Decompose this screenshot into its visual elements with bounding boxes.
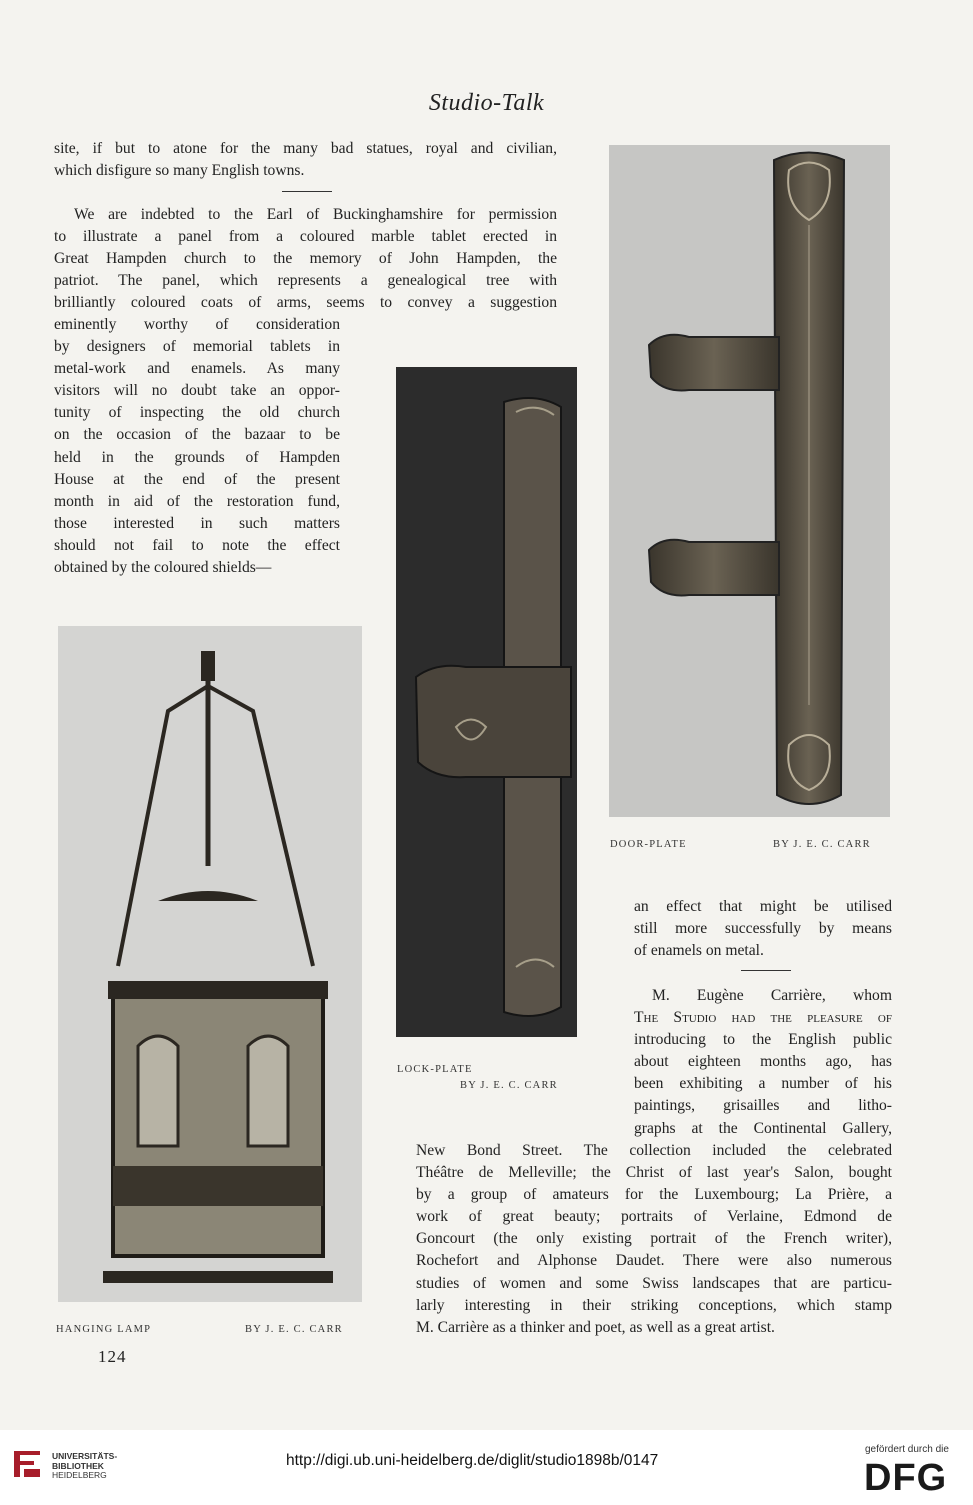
library-logo-icon <box>10 1447 46 1483</box>
text-line: site, if but to atone for the many bad statues, royal and civilian, <box>54 140 557 157</box>
text-line: Rochefort and Alphonse Daudet. There were also numerous <box>416 1252 892 1270</box>
text-line: patriot. The panel, which represents a genealogical tree with <box>54 272 557 290</box>
paragraph-4-continued <box>416 1140 892 1339</box>
text-line: month in aid of the restoration fund, <box>54 492 340 510</box>
text-line: to illustrate a panel from a coloured marble tablet erected in <box>54 228 557 246</box>
text-line: M. Eugène Carrière, whom <box>652 987 892 1004</box>
text-line: New Bond Street. The collection included the celebrated <box>416 1142 892 1159</box>
text-line: of enamels on metal. <box>634 942 764 960</box>
door-plate-credit: BY J. E. C. CARR <box>773 839 871 850</box>
paragraph-2-continued <box>54 314 340 579</box>
library-name-line: UNIVERSITÄTS- <box>52 1451 118 1461</box>
text-line: by a group of amateurs for the Luxembourg; La Prière, a <box>416 1186 892 1204</box>
door-plate-illustration <box>609 145 890 817</box>
text-line: metal-work and enamels. As many <box>54 360 340 378</box>
funding-note: gefördert durch die <box>865 1444 949 1455</box>
text-line: House at the end of the present <box>54 470 340 488</box>
text-line: those interested in such matters <box>54 514 340 532</box>
text-line: which disfigure so many English towns. <box>54 162 305 180</box>
text-line: work of great beauty; portraits of Verlaine, Edmond de <box>416 1208 892 1226</box>
lock-plate-credit: BY J. E. C. CARR <box>460 1080 558 1091</box>
text-line: about eighteen months ago, has <box>634 1053 892 1071</box>
text-line: Great Hampden church to the memory of John Hampden, the <box>54 250 557 268</box>
library-name <box>52 1452 117 1481</box>
lock-plate-illustration <box>396 367 577 1037</box>
text-line: visitors will no doubt take an oppor- <box>54 382 340 400</box>
paragraph-3 <box>634 896 892 962</box>
section-divider <box>741 970 791 971</box>
lock-plate-photo <box>396 367 577 1037</box>
text-line: larly interesting in their striking conceptions, which stamp <box>416 1296 892 1314</box>
hanging-lamp-illustration <box>58 626 362 1302</box>
door-plate-caption: DOOR-PLATE <box>610 839 687 850</box>
library-name-line: BIBLIOTHEK <box>52 1460 104 1471</box>
text-line: graphs at the Continental Gallery, <box>634 1119 892 1137</box>
text-line: Goncourt (the only existing portrait of the French writer), <box>416 1230 892 1248</box>
text-line: The Studio had the pleasure of <box>634 1009 892 1027</box>
text-line: by designers of memorial tablets in <box>54 338 340 356</box>
text-line: been exhibiting a number of his <box>634 1075 892 1093</box>
running-header: Studio-Talk <box>428 90 545 116</box>
paragraph-1 <box>54 138 557 182</box>
text-line: on the occasion of the bazaar to be <box>54 426 340 444</box>
text-line: M. Carrière as a thinker and poet, as well as a great artist. <box>416 1318 775 1336</box>
text-line: paintings, grisailles and litho- <box>634 1097 892 1115</box>
lock-plate-caption: LOCK-PLATE <box>397 1064 473 1075</box>
hanging-lamp-credit: BY J. E. C. CARR <box>245 1324 343 1335</box>
text-line: obtained by the coloured shields— <box>54 559 272 577</box>
door-plate-photo <box>609 145 890 817</box>
page-number: 124 <box>98 1347 127 1366</box>
text-line: studies of women and some Swiss landscapes that are particu- <box>416 1274 892 1292</box>
hanging-lamp-photo <box>58 626 362 1302</box>
text-line: We are indebted to the Earl of Buckinghamshire for permission <box>74 206 557 223</box>
text-line: eminently worthy of consideration <box>54 316 340 333</box>
paragraph-2 <box>54 204 557 314</box>
text-line: Théâtre de Melleville; the Christ of last year's Salon, bought <box>416 1164 892 1182</box>
section-divider <box>282 191 332 192</box>
text-line: an effect that might be utilised <box>634 898 892 915</box>
text-line: introducing to the English public <box>634 1031 892 1049</box>
source-url-link[interactable]: http://digi.ub.uni-heidelberg.de/diglit/studio1898b/0147 <box>286 1452 659 1469</box>
hanging-lamp-caption: HANGING LAMP <box>56 1324 152 1335</box>
text-line: tunity of inspecting the old church <box>54 404 340 422</box>
library-logo <box>10 1447 46 1483</box>
text-line: should not fail to note the effect <box>54 536 340 554</box>
library-name-line: HEIDELBERG <box>52 1470 107 1480</box>
text-line: still more successfully by means <box>634 920 892 938</box>
text-line: brilliantly coloured coats of arms, seems to convey a suggestion <box>54 294 557 312</box>
text-line: held in the grounds of Hampden <box>54 448 340 466</box>
dfg-logo: DFG <box>864 1457 948 1499</box>
paragraph-4 <box>634 985 892 1140</box>
